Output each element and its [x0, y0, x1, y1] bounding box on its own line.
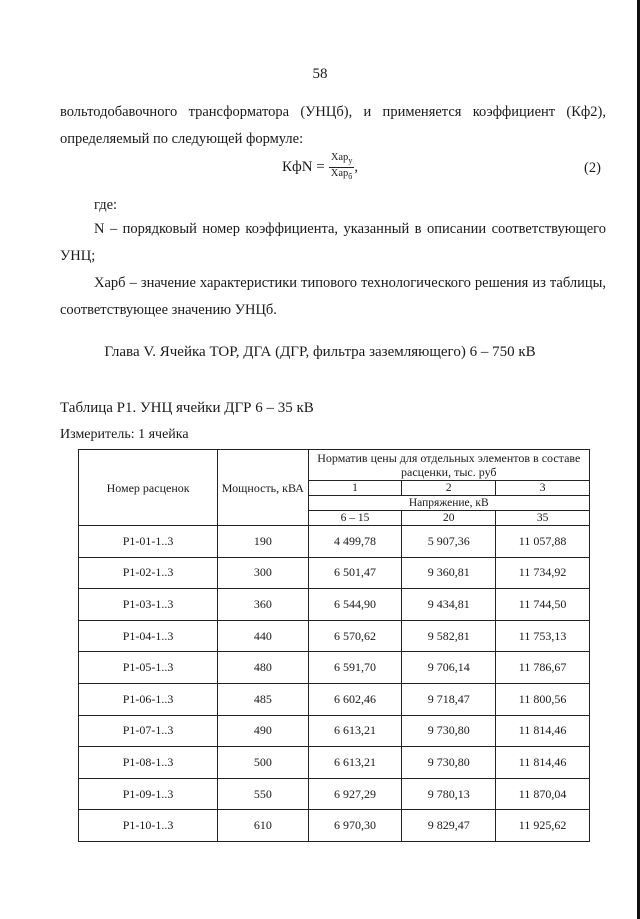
cell-v3: 11 734,92 — [496, 557, 590, 589]
cell-code: Р1-01-1..3 — [79, 526, 218, 558]
table-row — [79, 715, 590, 747]
cell-code: Р1-06-1..3 — [79, 683, 218, 715]
cell-v1: 6 570,62 — [308, 620, 402, 652]
cell-v3: 11 744,50 — [496, 589, 590, 621]
formula-denominator: Хар$_б$ — [330, 168, 353, 182]
cell-power: 480 — [218, 652, 308, 684]
cell-v2: 9 582,81 — [402, 620, 496, 652]
cell-v2: 9 360,81 — [402, 557, 496, 589]
cell-power: 300 — [218, 557, 308, 589]
formula-trailing: , — [354, 159, 359, 176]
cell-code: Р1-02-1..3 — [79, 557, 218, 589]
cell-v3: 11 753,13 — [496, 620, 590, 652]
definition-n-line-2: УНЦ; — [60, 248, 96, 264]
cell-power: 485 — [218, 683, 308, 715]
table-row — [79, 810, 590, 842]
cell-v1: 4 499,78 — [308, 526, 402, 558]
cell-v2: 9 829,47 — [402, 810, 496, 842]
definition-har-line-2: соответствующее значению УНЦб. — [60, 302, 277, 318]
header-voltage-3: 35 — [496, 511, 590, 526]
cell-power: 190 — [218, 526, 308, 558]
cell-v3: 11 786,67 — [496, 652, 590, 684]
cell-v1: 6 591,70 — [308, 652, 402, 684]
cell-v1: 6 544,90 — [308, 589, 402, 621]
header-element-3: 3 — [496, 481, 590, 496]
table-row — [79, 778, 590, 810]
table-row — [79, 747, 590, 779]
definition-n-line-1: N – порядковый номер коэффициента, указанный в описании соответствующего — [94, 221, 606, 237]
formula-lhs: КфN = — [282, 159, 325, 176]
header-element-1: 1 — [308, 481, 402, 496]
cell-v2: 9 718,47 — [402, 683, 496, 715]
cell-power: 500 — [218, 747, 308, 779]
cell-v3: 11 800,56 — [496, 683, 590, 715]
cell-power: 490 — [218, 715, 308, 747]
cell-v1: 6 927,29 — [308, 778, 402, 810]
table-row — [79, 620, 590, 652]
cell-code: Р1-07-1..3 — [79, 715, 218, 747]
cell-v3: 11 870,04 — [496, 778, 590, 810]
formula — [282, 152, 358, 183]
table-row — [79, 683, 590, 715]
header-element-2: 2 — [402, 481, 496, 496]
table-title: Таблица Р1. УНЦ ячейки ДГР 6 – 35 кВ — [60, 400, 314, 416]
cell-code: Р1-03-1..3 — [79, 589, 218, 621]
formula-numerator: Хар$_у$ — [329, 152, 355, 168]
cell-code: Р1-10-1..3 — [79, 810, 218, 842]
cell-v2: 5 907,36 — [402, 526, 496, 558]
cell-power: 610 — [218, 810, 308, 842]
intro-line-2: определяемый по следующей формуле: — [60, 131, 304, 147]
header-voltage-2: 20 — [402, 511, 496, 526]
where-label: где: — [94, 197, 118, 213]
formula-number: (2) — [584, 160, 601, 176]
cell-v3: 11 814,46 — [496, 715, 590, 747]
cell-code: Р1-05-1..3 — [79, 652, 218, 684]
table-row — [79, 526, 590, 558]
cell-v2: 9 730,80 — [402, 747, 496, 779]
cell-v1: 6 602,46 — [308, 683, 402, 715]
header-voltage-1: 6 – 15 — [308, 511, 402, 526]
cell-code: Р1-09-1..3 — [79, 778, 218, 810]
formula-fraction — [329, 152, 355, 183]
header-norm: Норматив цены для отдельных элементов в составе расценки, тыс. руб — [308, 450, 589, 481]
cell-power: 550 — [218, 778, 308, 810]
definition-har-line-1: Харб – значение характеристики типового технологического решения из таблицы, — [94, 275, 606, 291]
chapter-heading: Глава V. Ячейка ТОР, ДГА (ДГР, фильтра заземляющего) 6 – 750 кВ — [104, 344, 536, 360]
page-number: 58 — [312, 66, 328, 82]
table-row — [79, 557, 590, 589]
cell-v3: 11 925,62 — [496, 810, 590, 842]
cell-power: 440 — [218, 620, 308, 652]
table-row — [79, 589, 590, 621]
cell-v2: 9 706,14 — [402, 652, 496, 684]
cell-v3: 11 057,88 — [496, 526, 590, 558]
table-body — [79, 526, 590, 842]
price-table — [78, 449, 590, 842]
cell-v1: 6 613,21 — [308, 715, 402, 747]
cell-code: Р1-04-1..3 — [79, 620, 218, 652]
unit-label: Измеритель: 1 ячейка — [60, 427, 189, 442]
cell-v1: 6 613,21 — [308, 747, 402, 779]
intro-line-1: вольтодобавочного трансформатора (УНЦб), и применяется коэффициент (Кф2), — [60, 104, 606, 120]
header-power: Мощность, кВА — [218, 450, 308, 526]
cell-v1: 6 501,47 — [308, 557, 402, 589]
header-code: Номер расценок — [79, 450, 218, 526]
header-voltage: Напряжение, кВ — [308, 496, 589, 511]
table-row — [79, 652, 590, 684]
cell-power: 360 — [218, 589, 308, 621]
cell-v2: 9 730,80 — [402, 715, 496, 747]
cell-v2: 9 780,13 — [402, 778, 496, 810]
cell-v1: 6 970,30 — [308, 810, 402, 842]
cell-v2: 9 434,81 — [402, 589, 496, 621]
cell-v3: 11 814,46 — [496, 747, 590, 779]
cell-code: Р1-08-1..3 — [79, 747, 218, 779]
